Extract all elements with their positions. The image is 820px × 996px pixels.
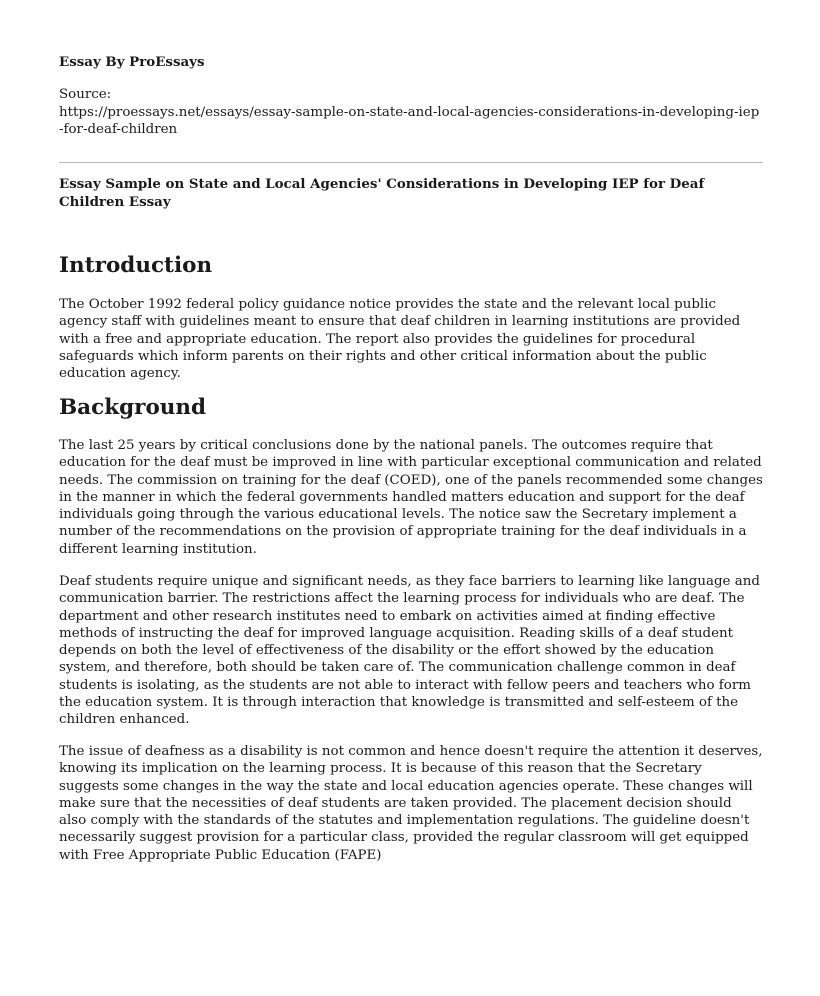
source-url: https://proessays.net/essays/essay-sample-on-state-and-local-agencies-considerations-in-developing-iep-for-deaf-children xyxy=(59,104,760,137)
section-heading-background: Background xyxy=(59,395,207,420)
source-label: Source: xyxy=(59,87,112,102)
paragraph: The last 25 years by critical conclusions done by the national panels. The outcomes require that education for the deaf must be improved in line with particular exceptional communication and related needs. The commission on training for the deaf (COED), one of the panels recommended some changes in the manner in which the federal governments handled matters education and support for the deaf individuals going through the various educational levels. The notice saw the Secretary implement a number of the recommendations on the provision of appropriate training for the deaf individuals in a different learning institution. xyxy=(59,438,763,557)
section-heading-introduction: Introduction xyxy=(59,253,213,278)
paragraph: The issue of deafness as a disability is not common and hence doesn't require the attention it deserves, knowing its implication on the learning process. It is because of this reason that the Secretary suggests some changes in the way the state and local education agencies operate. These changes will make sure that the necessities of deaf students are taken provided. The placement decision should also comply with the standards of the statutes and implementation regulations. The guideline doesn't necessarily suggest provision for a particular class, provided the regular classroom will get equipped with Free Appropriate Public Education (FAPE) xyxy=(59,744,763,863)
divider xyxy=(59,162,763,163)
essay-title: Essay Sample on State and Local Agencies' Considerations in Developing IEP for Deaf Children Essay xyxy=(59,176,705,210)
paragraph: Deaf students require unique and significant needs, as they face barriers to learning like language and communication barrier. The restrictions affect the learning process for individuals who are deaf. The department and other research institutes need to embark on activities aimed at finding effective methods of instructing the deaf for improved language acquisition. Reading skills of a deaf student depends on both the level of effectiveness of the disability or the effort showed by the education system, and therefore, both should be taken care of. The communication challenge common in deaf students is isolating, as the students are not able to interact with fellow peers and teachers who form the education system. It is through interaction that knowledge is transmitted and self-esteem of the children enhanced. xyxy=(59,574,760,728)
paragraph: The October 1992 federal policy guidance notice provides the state and the relevant local public agency staff with guidelines meant to ensure that deaf children in learning institutions are provided with a free and appropriate education. The report also provides the guidelines for procedural safeguards which inform parents on their rights and other critical information about the public education agency. xyxy=(59,297,741,382)
byline: Essay By ProEssays xyxy=(59,54,205,70)
